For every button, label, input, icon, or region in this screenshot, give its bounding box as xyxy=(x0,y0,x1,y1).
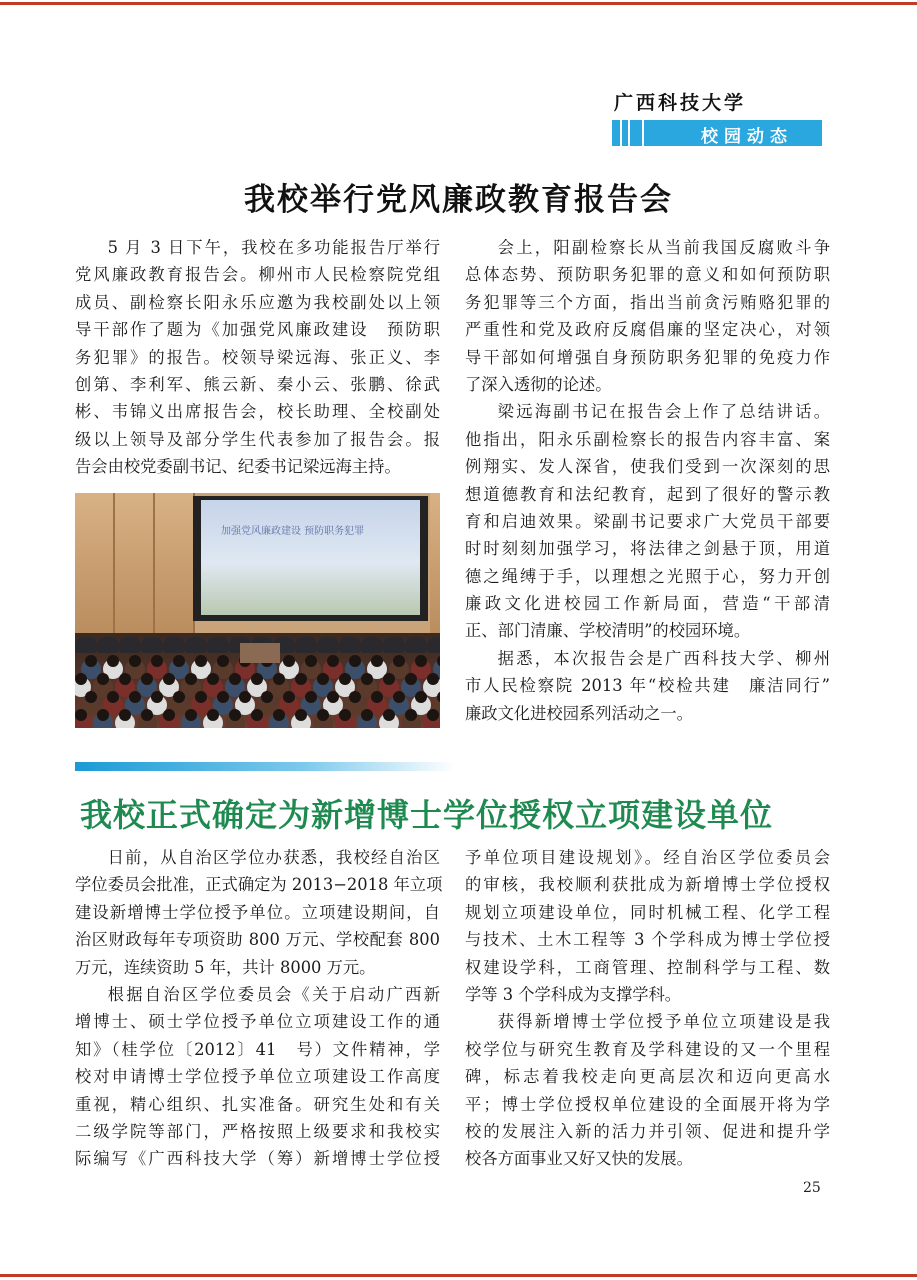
text-line: 二级学院等部门，严格按照上级要求和我校实 xyxy=(75,1121,440,1141)
audience-member xyxy=(185,673,197,685)
audience-member xyxy=(141,673,153,685)
text-line: 据悉，本次报告会是广西科技大学、柳州 xyxy=(497,648,830,668)
audience-member xyxy=(393,655,405,667)
audience-member xyxy=(75,709,87,721)
seat xyxy=(339,637,361,653)
top-border xyxy=(0,2,917,5)
text-line: 导干部作了题为《加强党风廉政建设 预防职 xyxy=(75,320,440,340)
text-line: 时时刻刻加强学习，将法律之剑悬于顶，用道 xyxy=(465,539,830,559)
audience-member xyxy=(107,691,119,703)
audience-member xyxy=(75,673,87,685)
audience-member xyxy=(273,673,285,685)
text-line: 重视，精心组织、扎实准备。研究生处和有关 xyxy=(75,1094,440,1114)
audience-member xyxy=(229,673,241,685)
audience-member xyxy=(405,709,417,721)
audience-member xyxy=(327,691,339,703)
audience-member xyxy=(415,691,427,703)
text-line: 级以上领导及部分学生代表参加了报告会。报 xyxy=(75,429,440,449)
audience-member xyxy=(163,673,175,685)
text-line: 党风廉政教育报告会。柳州市人民检察院党组 xyxy=(75,265,440,285)
audience-member xyxy=(415,655,427,667)
seat xyxy=(207,637,229,653)
article1-title: 我校举行党风廉政教育报告会 xyxy=(244,182,673,218)
section-banner xyxy=(612,120,822,146)
audience-member xyxy=(317,673,329,685)
audience-member xyxy=(217,691,229,703)
audience-member xyxy=(427,673,439,685)
text-line: 的审核，我校顺利获批成为新增博士学位授权 xyxy=(465,875,830,895)
article2-title: 我校正式确定为新增博士学位授权立项建设单位 xyxy=(80,796,774,834)
article1-left-column xyxy=(75,234,440,481)
audience-member xyxy=(217,655,229,667)
seat xyxy=(141,637,163,653)
text-line: 例翔实、发人深省，使我们受到一次深刻的思 xyxy=(465,457,830,477)
event-photo xyxy=(75,493,440,728)
text-line: 会上，阳副检察长从当前我国反腐败斗争 xyxy=(497,238,830,257)
text-line: 告会由校党委副书记、纪委书记梁远海主持。 xyxy=(75,457,401,477)
article2-left-column xyxy=(75,844,443,1173)
section-divider xyxy=(75,762,455,771)
audience-member xyxy=(207,709,219,721)
text-line: 市人民检察院 2013 年“校检共建 廉洁同行” xyxy=(465,676,830,696)
audience-member xyxy=(349,691,361,703)
text-line: 获得新增博士学位授予单位立项建设是我 xyxy=(497,1012,830,1032)
audience-member xyxy=(251,709,263,721)
text-line: 务犯罪等三个方面，指出当前贪污贿赂犯罪的 xyxy=(465,292,830,312)
text-line: 务犯罪》的报告。校领导梁远海、张正义、李 xyxy=(75,347,440,367)
text-line: 想道德教育和法纪教育，起到了很好的警示教 xyxy=(465,484,830,504)
text-line: 权建设学科，工商管理、控制科学与工程、数 xyxy=(465,957,830,977)
text-line: 梁远海副书记在报告会上作了总结讲话。 xyxy=(497,402,830,422)
audience-member xyxy=(283,691,295,703)
seat xyxy=(427,637,440,653)
audience-member xyxy=(85,691,97,703)
audience-member xyxy=(405,673,417,685)
text-line: 彬、韦锦义出席报告会，校长助理、全校副处 xyxy=(75,402,440,422)
text-line: 学位委员会批准，正式确定为 2013−2018 年立项 xyxy=(75,875,443,895)
seat xyxy=(361,637,383,653)
text-line: 5 月 3 日下午，我校在多功能报告厅举行 xyxy=(107,238,440,257)
text-line: 学等 3 个学科成为支撑学科。 xyxy=(465,984,682,1004)
section-label: 校园动态 xyxy=(701,127,793,147)
text-line: 了深入透彻的论述。 xyxy=(465,374,612,394)
audience-member xyxy=(371,691,383,703)
text-line: 际编写《广西科技大学（筹）新增博士学位授 xyxy=(75,1149,440,1169)
audience-member xyxy=(185,709,197,721)
screen-text: 加强党风廉政建设 预防职务犯罪 xyxy=(221,526,365,537)
text-line: 校学位与研究生教育及学科建设的又一个里程 xyxy=(465,1039,830,1059)
seat xyxy=(185,637,207,653)
text-line: 廉政文化进校园系列活动之一。 xyxy=(465,703,693,723)
seat xyxy=(405,637,427,653)
text-line: 校各方面事业又好又快的发展。 xyxy=(465,1149,693,1169)
audience-member xyxy=(427,709,439,721)
audience-member xyxy=(173,691,185,703)
audience-member xyxy=(327,655,339,667)
audience-member xyxy=(119,709,131,721)
text-line: 根据自治区学位委员会《关于启动广西新 xyxy=(107,984,440,1004)
university-name: 广西科技大学 xyxy=(614,92,747,114)
text-line: 规划立项建设单位，同时机械工程、化学工程 xyxy=(465,902,830,922)
audience-member xyxy=(119,673,131,685)
podium xyxy=(240,643,280,663)
text-line: 德之绳缚于手，以理想之光照于心，努力开创 xyxy=(465,566,830,586)
text-line: 日前，从自治区学位办获悉，我校经自治区 xyxy=(107,848,440,867)
text-line: 严重性和党及政府反腐倡廉的坚定决心，对领 xyxy=(465,320,830,340)
audience-member xyxy=(97,673,109,685)
text-line: 平；博士学位授权单位建设的全面展开将为学 xyxy=(465,1094,830,1114)
audience-member xyxy=(349,655,361,667)
bottom-border xyxy=(0,1274,917,1277)
text-line: 万元，连续资助 5 年，共计 8000 万元。 xyxy=(75,957,376,977)
audience-member xyxy=(437,655,440,667)
audience-member xyxy=(173,655,185,667)
text-line: 与技术、土木工程等 3 个学科成为博士学位授 xyxy=(465,930,830,950)
text-line: 校对申请博士学位授予单位立项建设工作高度 xyxy=(75,1067,440,1087)
audience-member xyxy=(261,691,273,703)
seat xyxy=(75,637,97,653)
article1-right-column xyxy=(465,234,830,727)
seat xyxy=(97,637,119,653)
audience-member xyxy=(151,655,163,667)
text-line: 增博士、硕士学位授予单位立项建设工作的通 xyxy=(75,1012,440,1032)
audience-member xyxy=(361,673,373,685)
page-number: 25 xyxy=(803,1180,821,1196)
audience-member xyxy=(283,655,295,667)
audience-member xyxy=(129,691,141,703)
text-line: 正、部门清廉、学校清明”的校园环境。 xyxy=(465,621,751,641)
audience-member xyxy=(251,673,263,685)
audience-member xyxy=(239,691,251,703)
audience-member xyxy=(195,655,207,667)
audience-member xyxy=(317,709,329,721)
text-line: 育和启迪效果。梁副书记要求广大党员干部要 xyxy=(465,511,830,531)
seat xyxy=(383,637,405,653)
audience-member xyxy=(151,691,163,703)
audience-member xyxy=(97,709,109,721)
audience-member xyxy=(295,709,307,721)
audience-member xyxy=(295,673,307,685)
text-line: 创第、李利军、熊云新、秦小云、张鹏、徐武 xyxy=(75,374,440,394)
audience-member xyxy=(339,709,351,721)
text-line: 廉政文化进校园工作新局面，营造“干部清 xyxy=(465,594,830,614)
audience-member xyxy=(229,709,241,721)
audience-member xyxy=(163,709,175,721)
audience-member xyxy=(129,655,141,667)
text-line: 治区财政每年专项资助 800 万元、学校配套 800 xyxy=(75,930,440,950)
text-line: 成员、副检察长阳永乐应邀为我校副处以上领 xyxy=(75,292,440,312)
text-line: 他指出，阳永乐副检察长的报告内容丰富、案 xyxy=(465,429,830,449)
audience-member xyxy=(305,655,317,667)
audience-member xyxy=(195,691,207,703)
projection-screen xyxy=(193,496,428,621)
audience-member xyxy=(361,709,373,721)
audience-member xyxy=(383,673,395,685)
seat xyxy=(163,637,185,653)
audience-member xyxy=(371,655,383,667)
audience-member xyxy=(85,655,97,667)
audience-member xyxy=(383,709,395,721)
text-line: 知》（桂学位〔2012〕41 号）文件精神，学 xyxy=(75,1039,440,1059)
audience-member xyxy=(393,691,405,703)
audience-member xyxy=(141,709,153,721)
article2-right-column xyxy=(465,844,830,1173)
text-line: 校的发展注入新的活力并引领、促进和提升学 xyxy=(465,1121,830,1141)
text-line: 建设新增博士学位授予单位。立项建设期间，自 xyxy=(75,902,440,922)
text-line: 总体态势、预防职务犯罪的意义和如何预防职 xyxy=(465,265,830,285)
audience-member xyxy=(207,673,219,685)
seat xyxy=(119,637,141,653)
text-line: 导干部如何增强自身预防职务犯罪的免疫力作 xyxy=(465,347,830,367)
audience-member xyxy=(339,673,351,685)
audience-member xyxy=(273,709,285,721)
text-line: 予单位项目建设规划》。经自治区学位委员会 xyxy=(465,848,830,867)
audience-member xyxy=(437,691,440,703)
text-line: 碑，标志着我校走向更高层次和迈向更高水 xyxy=(465,1067,830,1087)
seat xyxy=(295,637,317,653)
seat xyxy=(317,637,339,653)
audience-member xyxy=(305,691,317,703)
audience-member xyxy=(107,655,119,667)
